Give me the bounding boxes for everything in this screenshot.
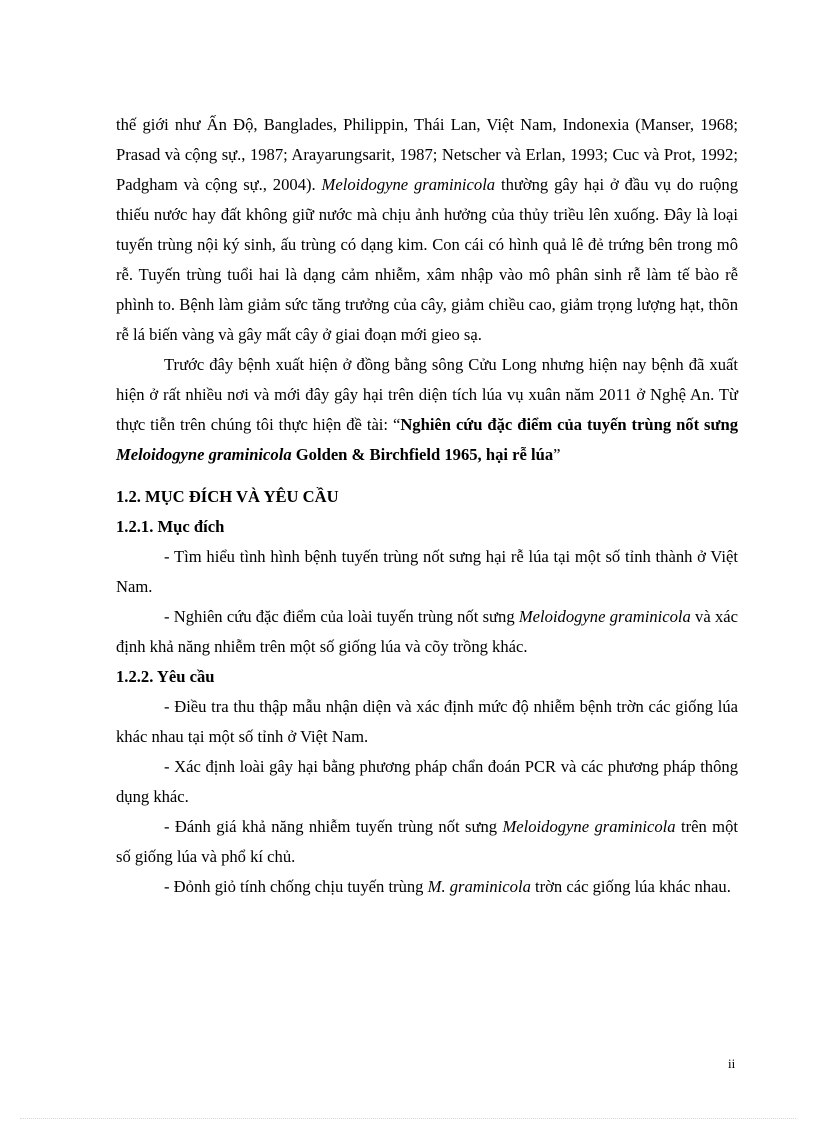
item-text: - Điều tra thu thập mẫu nhận diện và xác định mức độ nhiễm bệnh trờn các giống lúa khác nhau tại một số tỉnh ở Việt Nam.: [116, 697, 738, 746]
page-content: [116, 110, 738, 902]
paragraph-text: thế giới như Ấn Độ, Banglades, Philippin, Thái Lan, Việt Nam, Indonexia (Manser, 1968; Prasad và cộng sự., 1987; Arayarungsarit, 1987; Netscher và Erlan, 1993; Cuc và Prot, 1992; Padgham và cộng sự., 2004).: [116, 115, 738, 194]
requirement-item-4: [116, 872, 738, 902]
thesis-title-part: Golden & Birchfield 1965, hại rễ lúa: [291, 445, 554, 464]
subsection-heading-purpose: 1.2.1. Mục đích: [116, 517, 225, 536]
requirement-item-1: [116, 692, 738, 752]
species-name: M. graminicola: [427, 877, 531, 896]
item-text: trên một số giống lúa và phổ kí chủ.: [116, 817, 738, 866]
thesis-title-part: Nghiên cứu đặc điểm của tuyến trùng nốt sưng: [400, 415, 738, 434]
purpose-item-1: [116, 542, 738, 602]
requirement-item-3: [116, 812, 738, 872]
paragraph-text: Trước đây bệnh xuất hiện ở đồng bằng sông Cửu Long nhưng hiện nay bệnh đã xuất hiện ở rất nhiều nơi và mới đây gây hại trên diện tích lúa vụ xuân năm 2011 ở Nghệ An. Từ thực tiễn trên chúng tôi thực hiện đề tài: “: [116, 355, 738, 434]
page-bottom-divider: [20, 1118, 796, 1119]
purpose-item-2: [116, 602, 738, 662]
section-heading: 1.2. MỤC ĐÍCH VÀ YÊU CẦU: [116, 487, 339, 506]
closing-quote: ”: [553, 445, 561, 464]
subsection-heading-requirements: 1.2.2. Yêu cầu: [116, 667, 215, 686]
item-text: và xác định khả năng nhiễm trên một số giống lúa và cõy trồng khác.: [116, 607, 738, 656]
item-text: - Đỏnh giỏ tính chống chịu tuyến trùng: [164, 877, 428, 896]
item-text: - Nghiên cứu đặc điểm của loài tuyến trùng nốt sưng: [164, 607, 519, 626]
item-text: - Đánh giá khả năng nhiễm tuyến trùng nốt sưng: [164, 817, 503, 836]
page-number: ii: [728, 1056, 736, 1071]
item-text: - Tìm hiểu tình hình bệnh tuyến trùng nốt sưng hại rễ lúa tại một số tỉnh thành ở Việt Nam.: [116, 547, 738, 596]
item-text: - Xác định loài gây hại bằng phương pháp chẩn đoán PCR và các phương pháp thông dụng khác.: [116, 757, 738, 806]
species-name: Meloidogyne graminicola: [518, 607, 691, 626]
species-name: Meloidogyne graminicola: [502, 817, 676, 836]
requirement-item-2: [116, 752, 738, 812]
body-paragraph-2: [116, 350, 738, 470]
species-name: Meloidogyne graminicola: [321, 175, 496, 194]
body-paragraph-1: [116, 110, 738, 350]
species-name: Meloidogyne graminicola: [116, 445, 292, 464]
item-text: trờn các giống lúa khác nhau.: [530, 877, 731, 896]
paragraph-text: thường gây hại ở đầu vụ do ruộng thiếu nước hay đất không giữ nước mà chịu ảnh hưởng của thủy triều lên xuống. Đây là loại tuyến trùng nội ký sinh, ấu trùng có dạng kim. Con cái có hình quả lê đẻ trứng bên trong mô rễ. Tuyến trùng tuổi hai là dạng cảm nhiễm, xâm nhập vào mô phân sinh rễ làm tế bào rễ phình to. Bệnh làm giảm sức tăng trưởng của cây, giảm chiều cao, giảm trọng lượng hạt, thõn rễ lá biến vàng và gây mất cây ở giai đoạn mới gieo sạ.: [116, 175, 738, 344]
